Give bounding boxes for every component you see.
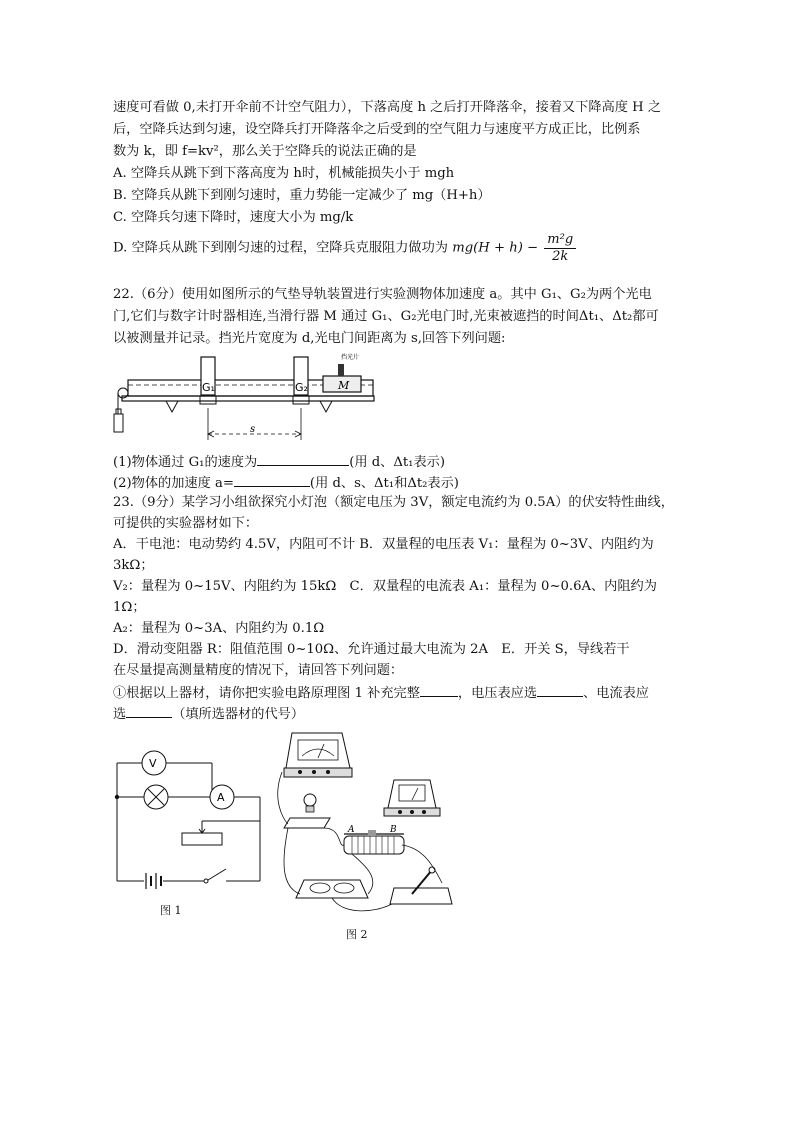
fraction-denominator: 2k bbox=[552, 249, 569, 264]
q21-option-c: C. 空降兵匀速下降时，速度大小为 mg/k bbox=[113, 210, 354, 225]
q23-line-3: A．干电池：电动势约 4.5V，内阻可不计 B．双量程的电压表 V₁：量程为 0~3V、内阻约为 bbox=[113, 537, 654, 552]
q22-line-2: 门,它们与数字计时器相连,当滑行器 M 通过 G₁、G₂光电门时,光束被遮挡的时间Δt₁、Δt₂都可 bbox=[113, 309, 659, 324]
q23-line-11-b: （填所选器材的代号） bbox=[172, 707, 305, 722]
q23-line-11 bbox=[113, 703, 304, 725]
shade-plate-label: 挡光片 bbox=[341, 354, 360, 361]
q23-voltmeter-blank[interactable] bbox=[537, 682, 583, 697]
q22-sub-2 bbox=[113, 472, 459, 494]
q22-sub-1-prefix: (1)物体通过 G₁的速度为 bbox=[113, 455, 258, 470]
gate-g2-label: G₂ bbox=[295, 381, 308, 394]
q21-line-1: 速度可看做 0,未打开伞前不计空气阻力），下落高度 h 之后打开降落伞，接着又下降高度 H 之 bbox=[113, 100, 662, 115]
q23-line-10 bbox=[113, 682, 649, 704]
q21-option-d bbox=[113, 232, 576, 265]
q23-line-9: 在尽量提高测量精度的情况下，请回答下列问题： bbox=[113, 663, 404, 678]
q21-line-3: 数为 k，即 f=kv²，那么关于空降兵的说法正确的是 bbox=[113, 144, 417, 159]
q22-sub-1 bbox=[113, 451, 445, 473]
q23-line-8: D．滑动变阻器 R：阻值范围 0~10Ω、允许通过最大电流为 2A E．开关 S，导线若干 bbox=[113, 642, 630, 657]
q22-line-1: 22.（6分）使用如图所示的气垫导轨装置进行实验测物体加速度 a。其中 G₁、G₂为两个光电 bbox=[113, 287, 652, 302]
q22-line-3: 以被测量并记录。挡光片宽度为 d,光电门间距离为 s,回答下列问题: bbox=[113, 331, 506, 346]
q22-sub-2-prefix: (2)物体的加速度 a= bbox=[113, 476, 234, 491]
q21-option-b: B. 空降兵从跳下到刚匀速时，重力势能一定减少了 mg（H+h） bbox=[113, 188, 491, 203]
air-track-figure bbox=[108, 352, 378, 442]
voltmeter-symbol-label: V bbox=[149, 757, 157, 770]
q21-option-a: A. 空降兵从跳下到下落高度为 h时，机械能损失小于 mgh bbox=[113, 166, 455, 181]
q22-answer-blank-1[interactable] bbox=[257, 451, 349, 466]
q23-line-10-a: ①根据以上器材，请你把实验电路原理图 1 补充完整 bbox=[113, 686, 420, 701]
q23-line-10-b: ，电压表应选 bbox=[457, 686, 538, 701]
q23-line-2: 可提供的实验器材如下： bbox=[113, 516, 259, 531]
q22-sub-1-suffix: (用 d、Δt₁表示) bbox=[349, 455, 445, 470]
q23-line-1: 23.（9分）某学习小组欲探究小灯泡（额定电压为 3V，额定电流约为 0.5A）的伏安特性曲线， bbox=[113, 495, 674, 510]
q23-line-7: A₂：量程为 0~3A、内阻约为 0.1Ω bbox=[113, 621, 325, 636]
figure-2-caption: 图 2 bbox=[346, 928, 368, 941]
q23-line-10-c: 、电流表应 bbox=[583, 686, 649, 701]
rheostat-terminal-a: A bbox=[348, 825, 355, 835]
q21-option-d-fraction bbox=[544, 232, 576, 265]
rheostat-terminal-b: B bbox=[390, 825, 397, 835]
gate-g1-label: G₁ bbox=[202, 381, 215, 394]
q22-answer-blank-2[interactable] bbox=[234, 472, 310, 487]
circuit-diagram-figure-1 bbox=[112, 745, 272, 885]
apparatus-figure-2 bbox=[272, 728, 472, 918]
q21-option-d-text: D. 空降兵从跳下到刚匀速的过程，空降兵克服阻力做功为 bbox=[113, 240, 448, 256]
q23-line-4: 3kΩ； bbox=[113, 558, 154, 573]
figure-1-caption: 图 1 bbox=[160, 904, 182, 917]
ammeter-symbol-label: A bbox=[217, 791, 225, 804]
q23-circuit-blank[interactable] bbox=[420, 682, 458, 697]
q23-line-11-a: 选 bbox=[113, 707, 127, 722]
q21-line-2: 后，空降兵达到匀速，设空降兵打开降落伞之后受到的空气阻力与速度平方成正比，比例系 bbox=[113, 122, 641, 137]
q23-line-6: 1Ω； bbox=[113, 600, 146, 615]
q22-sub-2-suffix: (用 d、s、Δt₁和Δt₂表示) bbox=[309, 476, 459, 491]
fraction-numerator: m²g bbox=[544, 232, 576, 249]
q21-option-d-expr: mg(H + h) − bbox=[452, 240, 539, 256]
q23-ammeter-blank[interactable] bbox=[126, 703, 172, 718]
slider-m-label: M bbox=[338, 379, 350, 392]
q23-line-5: V₂：量程为 0~15V、内阻约为 15kΩ C．双量程的电流表 A₁：量程为 0~0.6A、内阻约为 bbox=[113, 579, 657, 594]
distance-s-label: s bbox=[250, 424, 256, 435]
